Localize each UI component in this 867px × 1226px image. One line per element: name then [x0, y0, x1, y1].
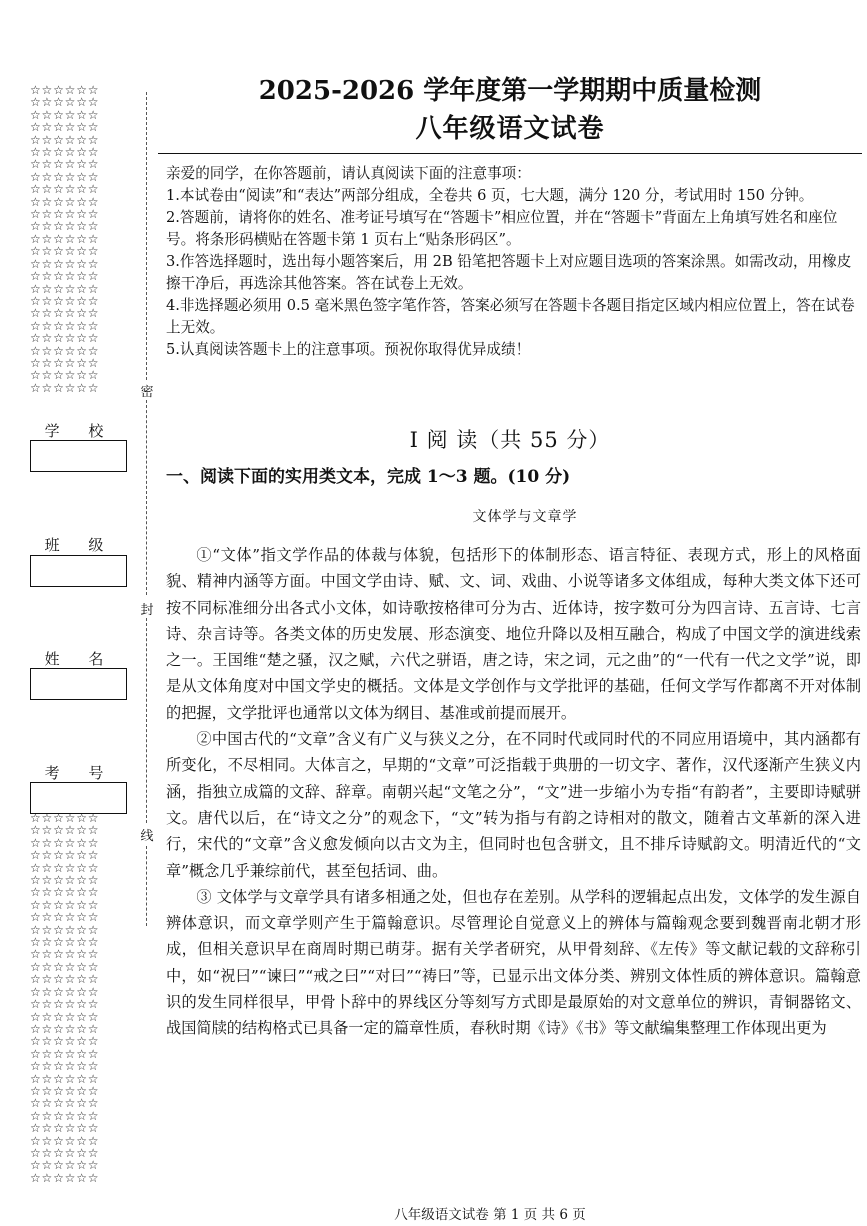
- notice-intro: 亲爱的同学，在你答题前，请认真阅读下面的注意事项：: [166, 165, 531, 182]
- seal-line: [146, 846, 147, 926]
- seal-line: [146, 618, 147, 823]
- seal-char-feng: 封: [140, 603, 154, 618]
- seal-line: [146, 92, 147, 380]
- name-label: 姓 名: [44, 650, 116, 668]
- notice-item: 1.本试卷由“阅读”和“表达”两部分组成，全卷共 6 页，七大题，满分 120 分，考试用时 150 分钟。: [166, 187, 814, 204]
- article-paragraph: ②中国古代的“文章”含义有广义与狭义之分，在不同时代或同时代的不同应用语境中，其内涵都有所变化，不尽相同。大体言之，早期的“文章”可泛指载于典册的一切文字、著作，汉代逐渐产生狭义内涵，指独立成篇的文辞、辞章。南朝兴起“文笔之分”，“文”进一步缩小为专指“有韵者”，主要即诗赋骈文。唐代以后，在“诗文之分”的观念下，“文”转为指与有韵之诗相对的散文，随着古文革新的深入进行，宋代的“文章”含义愈发倾向以古文为主，但同时也包含骈文，且不排斥诗赋韵文。明清近代的“文章”概念几乎兼综前代，甚至包括词、曲。: [166, 730, 861, 880]
- question-title: 一、阅读下面的实用类文本，完成 1～3 题。(10 分): [166, 467, 571, 487]
- notice-item: 3.作答选择题时，选出每小题答案后，用 2B 铅笔把答题卡上对应题目选项的答案涂黑。如需改动，用橡皮擦干净后，再选涂其他答案。答在试卷上无效。: [166, 253, 852, 292]
- seal-char-mi: 密: [140, 385, 154, 400]
- page-footer: 八年级语文试卷 第 1 页 共 6 页: [394, 1207, 586, 1223]
- star-border-top: ☆☆☆☆☆☆ ☆☆☆☆☆☆ ☆☆☆☆☆☆ ☆☆☆☆☆☆ ☆☆☆☆☆☆ ☆☆☆☆☆☆ ☆☆☆☆☆☆ ☆☆☆☆☆☆ ☆☆☆☆☆☆ ☆☆☆☆☆☆ ☆☆☆☆☆☆ ☆☆☆☆☆☆ ☆☆☆☆☆☆ ☆☆☆☆☆☆ ☆☆☆☆☆☆ ☆☆☆☆☆☆ ☆☆☆☆☆☆ ☆☆☆☆☆☆ ☆☆☆☆☆☆ ☆☆☆☆☆☆ ☆☆☆☆☆☆ ☆☆☆☆☆☆ ☆☆☆☆☆☆ ☆☆☆☆☆☆ ☆☆☆☆☆☆: [30, 84, 100, 395]
- exam-subtitle: 八年级语文试卷: [415, 114, 605, 144]
- notice-item: 2.答题前，请将你的姓名、准考证号填写在“答题卡”相应位置，并在“答题卡”背面左上角填写姓名和座位号。将条形码横贴在答题卡第 1 页右上“贴条形码区”。: [166, 209, 838, 248]
- article-body: [166, 542, 861, 1042]
- exam-number-label: 考 号: [44, 764, 116, 782]
- exam-title: 2025-2026 学年度第一学期期中质量检测: [258, 76, 762, 106]
- seal-char-xian: 线: [140, 829, 154, 844]
- name-field[interactable]: [30, 668, 127, 700]
- exam-number-field[interactable]: [30, 782, 127, 814]
- notice-item: 4.非选择题必须用 0.5 毫米黑色签字笔作答，答案必须写在答题卡各题目指定区域内相应位置上，答在试卷上无效。: [166, 297, 855, 336]
- star-border-bottom: ☆☆☆☆☆☆ ☆☆☆☆☆☆ ☆☆☆☆☆☆ ☆☆☆☆☆☆ ☆☆☆☆☆☆ ☆☆☆☆☆☆ ☆☆☆☆☆☆ ☆☆☆☆☆☆ ☆☆☆☆☆☆ ☆☆☆☆☆☆ ☆☆☆☆☆☆ ☆☆☆☆☆☆ ☆☆☆☆☆☆ ☆☆☆☆☆☆ ☆☆☆☆☆☆ ☆☆☆☆☆☆ ☆☆☆☆☆☆ ☆☆☆☆☆☆ ☆☆☆☆☆☆ ☆☆☆☆☆☆ ☆☆☆☆☆☆ ☆☆☆☆☆☆ ☆☆☆☆☆☆ ☆☆☆☆☆☆ ☆☆☆☆☆☆ ☆☆☆☆☆☆ ☆☆☆☆☆☆ ☆☆☆☆☆☆ ☆☆☆☆☆☆ ☆☆☆☆☆☆: [30, 812, 100, 1185]
- class-field[interactable]: [30, 555, 127, 587]
- seal-line: [146, 400, 147, 595]
- article-paragraph: ①“文体”指文学作品的体裁与体貌，包括形下的体制形态、语言特征、表现方式，形上的风格面貌、精神内涵等方面。中国文学由诗、赋、文、词、戏曲、小说等诸多文体组成，每种大类文体下还可按不同标准细分出各式小文体，如诗歌按格律可分为古、近体诗，按字数可分为四言诗、五言诗、七言诗、杂言诗等。各类文体的历史发展、形态演变、地位升降以及相互融合，构成了中国文学的演进线索之一。王国维“楚之骚，汉之赋，六代之骈语，唐之诗，宋之词，元之曲”的“一代有一代之文学”说，即是从文体角度对中国文学史的概括。文体是文学创作与文学批评的基础，任何文学写作都离不开对体制的把握，文学批评也通常以文体为纲目、基准或前提而展开。: [166, 546, 861, 722]
- header-divider: [158, 153, 862, 154]
- notice-block: [166, 163, 861, 361]
- notice-item: 5.认真阅读答题卡上的注意事项。预祝你取得优异成绩！: [166, 341, 531, 358]
- article-paragraph: ③ 文体学与文章学具有诸多相通之处，但也存在差别。从学科的逻辑起点出发，文体学的发生源自辨体意识，而文章学则产生于篇翰意识。尽管理论自觉意义上的辨体与篇翰观念要到魏晋南北朝才形成，但相关意识早在商周时期已萌芽。据有关学者研究，从甲骨刻辞、《左传》等文献记载的文辞称引中，如“祝曰”“谏曰”“戒之曰”“对曰”“祷曰”等，已显示出文体分类、辨别文体性质的辨体意识。篇翰意识的发生同样很早，甲骨卜辞中的界线区分等刻写方式即是最原始的对文意单位的辨识，青铜器铭文、战国简牍的结构格式已具备一定的篇章性质，春秋时期《诗》《书》等文献编集整理工作体现出更为: [166, 887, 861, 1038]
- school-field[interactable]: [30, 440, 127, 472]
- article-title: 文体学与文章学: [472, 509, 578, 525]
- section-title: Ⅰ 阅 读（共 55 分）: [409, 428, 611, 452]
- class-label: 班 级: [44, 536, 116, 554]
- school-label: 学 校: [44, 422, 116, 440]
